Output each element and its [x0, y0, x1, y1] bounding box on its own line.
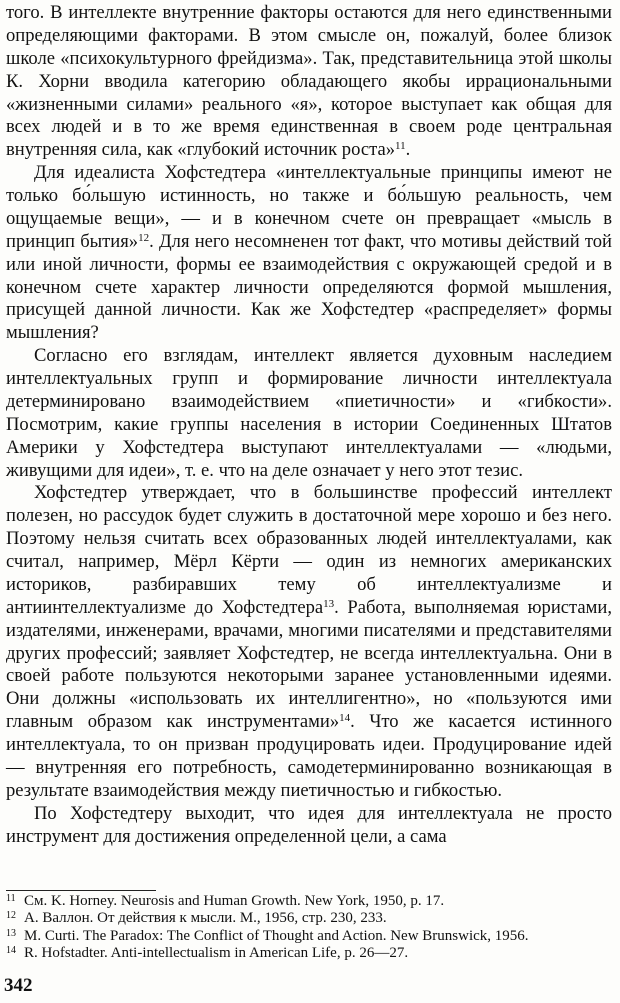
paragraph-text: . Что же касается истинного интеллектуала, то он призван продуцировать идеи. Продуцирование идей — внутренняя его потребность, самодетерминированно возникающая в результате взаимодействия между пиетичностью и гибкостью. — [6, 711, 612, 801]
paragraph — [6, 803, 612, 849]
footnote-reference: 13 — [323, 597, 335, 610]
footnote-rule — [6, 890, 156, 891]
footnote-number: 12 — [6, 910, 16, 922]
footnote-reference: 14 — [339, 712, 351, 725]
footnote-reference: 11 — [395, 140, 406, 153]
page-number: 342 — [4, 975, 33, 996]
paragraph-text: . Для него несомненен тот факт, что мотивы действий той или иной личности, формы ее взаимодействия с окружающей средой и в конечном счете характер личности определяются формой мышления, присущей данной личности. Как же Хофстедтер «распределяет» формы мышления? — [6, 230, 613, 344]
footnote — [6, 928, 612, 945]
paragraph-text: . — [405, 139, 411, 161]
footnote — [6, 945, 612, 962]
paragraph — [6, 2, 612, 162]
paragraph-text: Хофстедтер утверждает, что в большинстве профессий интеллект полезен, но рассудок будет служить в достаточной мере хорошо и без него. Поэтому нельзя считать всех образованных людей интеллектуалами, как считал, например, Мёрл Кёрти — один из немногих американских историков, разбиравших тему об интеллектуализме и антиинтеллектуализме до Хофстедтера — [6, 482, 612, 618]
paragraph-text: Согласно его взглядам, интеллект является духовным наследием интеллектуальных групп и формирование личности интеллектуала детерминировано взаимодействием «пиетичности» и «гибкости». Посмотрим, какие группы населения в истории Соединенных Штатов Америки у Хофстедтера выступают интеллектуалами — «людьми, живущими для идеи», т. е. что на деле означает у него этот тезис. — [6, 345, 612, 481]
footnote — [6, 910, 612, 927]
footnote — [6, 893, 612, 910]
footnote-number: 13 — [6, 927, 16, 939]
footnote-number: 14 — [6, 945, 16, 957]
footnote-text: M. Curti. The Paradox: The Conflict of Thought and Action. New Brunswick, 1956. — [24, 927, 529, 944]
paragraph-text: По Хофстедтеру выходит, что идея для интеллектуала не просто инструмент для достижения определенной цели, а сама — [6, 802, 612, 847]
footnote-text: См. K. Horney. Neurosis and Human Growth. New York, 1950, p. 17. — [24, 893, 445, 909]
body-text — [6, 2, 612, 848]
paragraph — [6, 345, 612, 482]
footnote-text: R. Hofstadter. Anti-intellectualism in American Life, p. 26—27. — [24, 945, 409, 962]
footnote-number: 11 — [6, 893, 16, 904]
paragraph-text: Для идеалиста Хофстедтера «интеллектуальные принципы имеют не только бо́льшую истинность, но также и бо́льшую реальность, чем ощущаемые вещи», — и в конечном счете он превращает «мысль в принцип бытия» — [6, 162, 612, 252]
paragraph — [6, 482, 612, 802]
footnotes — [6, 893, 612, 963]
footnote-text: А. Валлон. От действия к мысли. М., 1956, стр. 230, 233. — [24, 910, 387, 927]
paragraph-text: . Работа, выполняемая юристами, издателями, инженерами, врачами, многими писателями и представителями других профессий; заявляет Хофстедтер, не всегда интеллектуальна. Они в своей работе пользуются некоторыми заранее установленными идеями. Они должны «использовать их интеллигентно», но «пользуются ими главным образом как инструментами» — [6, 596, 613, 733]
paragraph — [6, 162, 612, 345]
paragraph-text: того. В интеллекте внутренние факторы остаются для него единственными определяющими факторами. В этом смысле он, пожалуй, более близок школе «психокультурного фрейдизма». Так, представительница этой школы К. Хорни вводила категорию обладающего якобы иррациональными «жизненными силами» реального «я», которое выступает как общая для всех людей и в то же время единственная в своем роде центральная внутренняя сила, как «глубокий источник роста» — [6, 2, 612, 161]
footnote-reference: 12 — [138, 231, 150, 244]
